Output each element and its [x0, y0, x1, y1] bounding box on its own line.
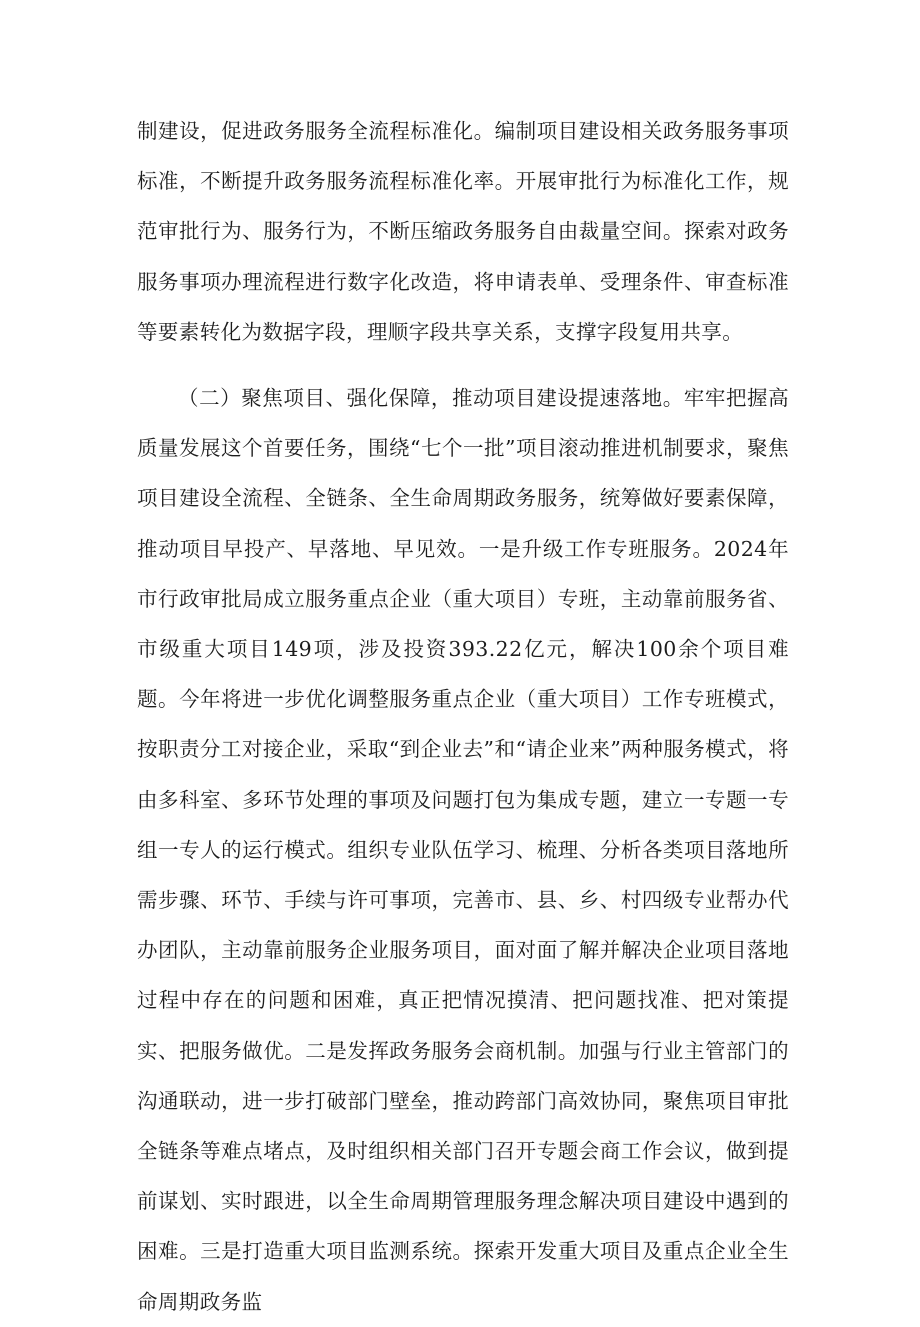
paragraph-standardization: 制建设，促进政务服务全流程标准化。编制项目建设相关政务服务事项标准，不断提升政务服务流程标准化率。开展审批行为标准化工作，规范审批行为、服务行为，不断压缩政务服务自由裁量空间。探索对政务服务事项办理流程进行数字化改造，将申请表单、受理条件、审查标准等要素转化为数据字段，理顺字段共享关系，支撑字段复用共享。 [137, 119, 789, 344]
paragraph-project-guarantee: （二）聚焦项目、强化保障，推动项目建设提速落地。牢牢把握高质量发展这个首要任务，围绕“七个一批”项目滚动推进机制要求，聚焦项目建设全流程、全链条、全生命周期政务服务，统筹做好要素保障，推动项目早投产、早落地、早见效。一是升级工作专班服务。2024年市行政审批局成立服务重点企业（重大项目）专班，主动靠前服务省、市级重大项目149项，涉及投资393.22亿元，解决100余个项目难题。今年将进一步优化调整服务重点企业（重大项目）工作专班模式，按职责分工对接企业，采取“到企业去”和“请企业来”两种服务模式，将由多科室、多环节处理的事项及问题打包为集成专题，建立一专题一专组一专人的运行模式。组织专业队伍学习、梳理、分析各类项目落地所需步骤、环节、手续与许可事项，完善市、县、乡、村四级专业帮办代办团队，主动靠前服务企业服务项目，面对面了解并解决企业项目落地过程中存在的问题和困难，真正把情况摸清、把问题找准、把对策提实、把服务做优。二是发挥政务服务会商机制。加强与行业主管部门的沟通联动，进一步打破部门壁垒，推动跨部门高效协同，聚焦项目审批全链条等难点堵点，及时组织相关部门召开专题会商工作会议，做到提前谋划、实时跟进，以全生命周期管理服务理念解决项目建设中遇到的困难。三是打造重大项目监测系统。探索开发重大项目及重点企业全生命周期政务监 [137, 386, 789, 1314]
